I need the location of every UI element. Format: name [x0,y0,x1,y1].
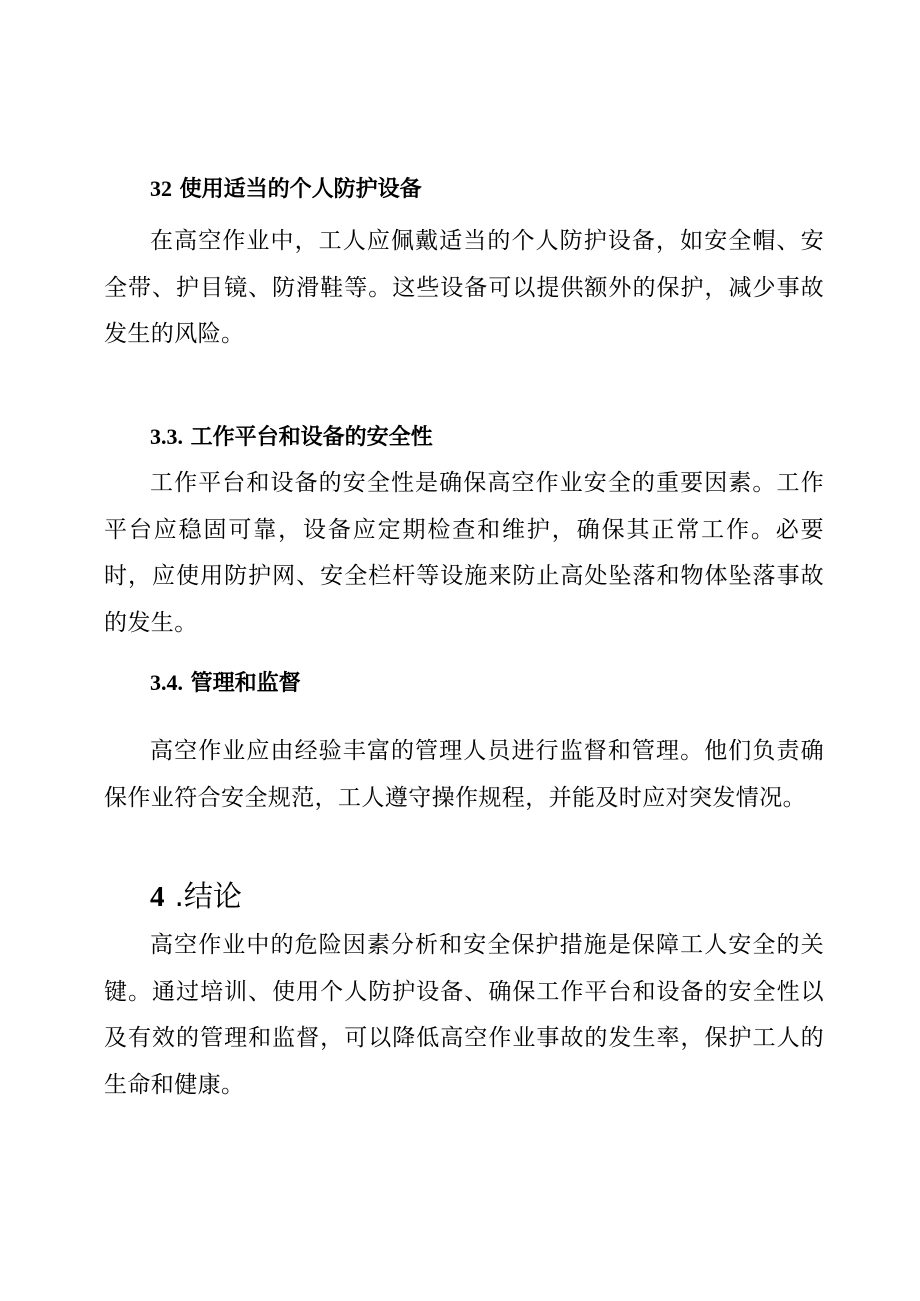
section-number: 3.4. [150,670,183,695]
section-heading-3-3 [150,422,433,453]
section-paragraph-4: 高空作业中的危险因素分析和安全保护措施是保障工人安全的关键。通过培训、使用个人防护设备、确保工作平台和设备的安全性以及有效的管理和监督，可以降低高空作业事故的发生率，保护工人的生命和健康。 [104,932,824,1098]
section-heading-4 [150,878,242,915]
section-number: 3.3. [150,424,183,449]
section-heading-3-2 [150,174,422,205]
section-heading-3-4 [150,668,301,699]
section-number: 4 [150,881,165,913]
section-paragraph-3-4: 高空作业应由经验丰富的管理人员进行监督和管理。他们负责确保作业符合安全规范，工人遵守操作规程，并能及时应对突发情况。 [104,738,824,811]
section-paragraph-3-2: 在高空作业中，工人应佩戴适当的个人防护设备，如安全帽、安全带、护目镜、防滑鞋等。这些设备可以提供额外的保护，减少事故发生的风险。 [104,228,824,347]
section-title: .结论 [174,879,242,913]
section-title: 工作平台和设备的安全性 [190,425,433,450]
section-title: 管理和监督 [190,671,301,696]
section-paragraph-3-3: 工作平台和设备的安全性是确保高空作业安全的重要因素。工作平台应稳固可靠，设备应定期检查和维护，确保其正常工作。必要时，应使用防护网、安全栏杆等设施来防止高处坠落和物体坠落事故的发生。 [104,470,824,636]
section-title: 使用适当的个人防护设备 [179,177,422,202]
section-number: 32 [150,176,172,201]
